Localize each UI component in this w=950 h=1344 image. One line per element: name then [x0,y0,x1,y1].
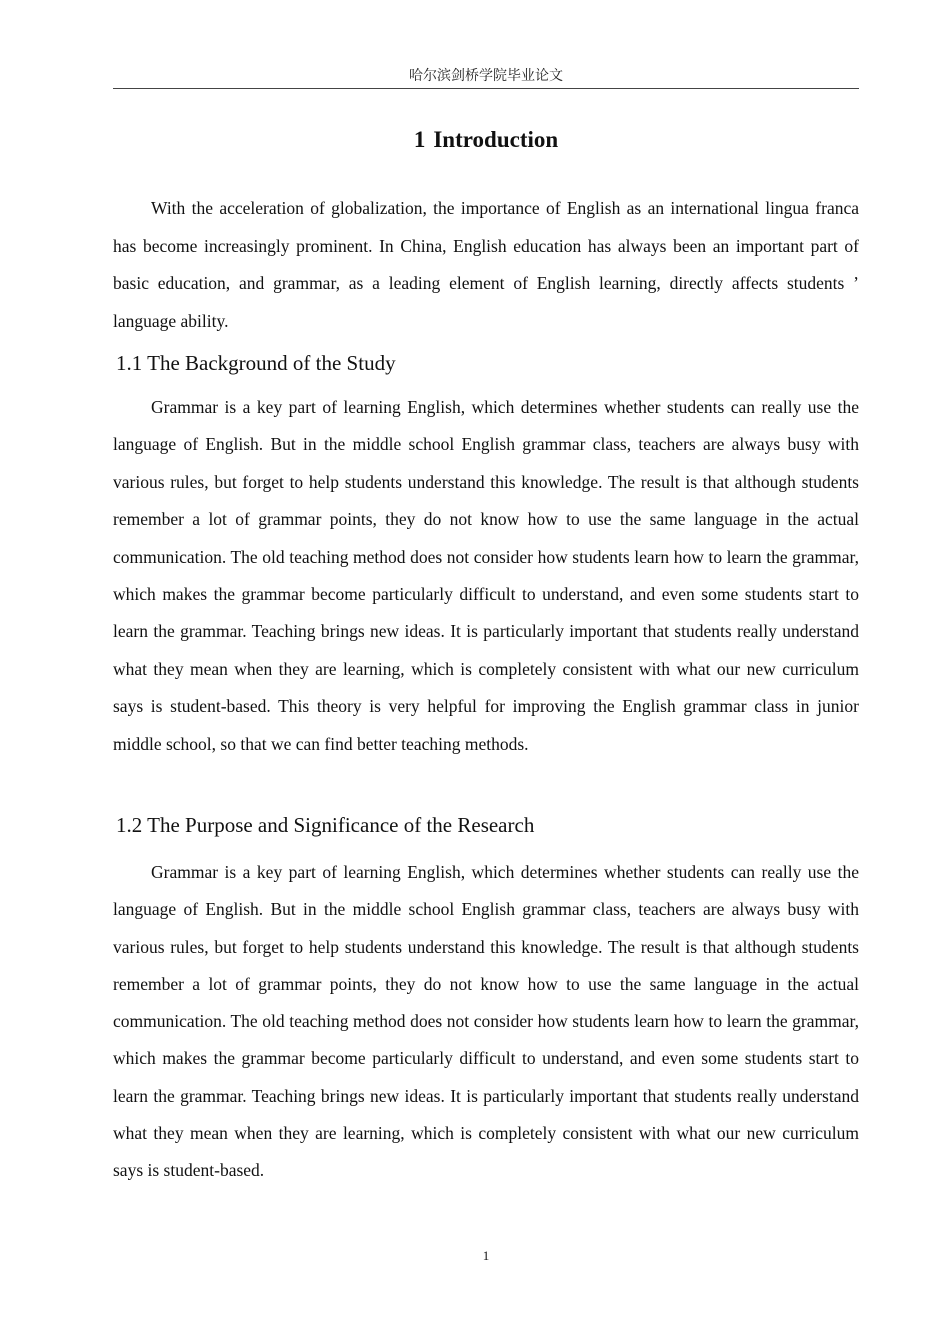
section-heading-background: 1.1 The Background of the Study [116,351,396,375]
section-heading-purpose: 1.2 The Purpose and Significance of the Research [116,813,535,837]
chapter-title-text: Introduction [433,127,559,152]
intro-paragraph: With the acceleration of globalization, the importance of English as an international lingua franca has become increasingly prominent. In China, English education has always been an important part of basic education, and grammar, as a leading element of English learning, directly affects students ’ language ability. [113,198,859,331]
chapter-title [113,124,859,156]
header-divider [113,88,859,89]
background-paragraph: Grammar is a key part of learning English, which determines whether students can really use the language of English. But in the middle school English grammar class, teachers are always busy with various rules, but forget to help students understand this knowledge. The result is that although students remember a lot of grammar points, they do not know how to use the same language in the actual communication. The old teaching method does not consider how students learn how to learn the grammar, which makes the grammar become particularly difficult to understand, and even some students start to learn the grammar. Teaching brings new ideas. It is particularly important that students really understand what they mean when they are learning, which is completely consistent with what our new curriculum says is student-based. This theory is very helpful for improving the English grammar class in junior middle school, so that we can find better teaching methods. [113,397,859,754]
purpose-paragraph: Grammar is a key part of learning English, which determines whether students can really use the language of English. But in the middle school English grammar class, teachers are always busy with various rules, but forget to help students understand this knowledge. The result is that although students remember a lot of grammar points, they do not know how to use the same language in the actual communication. The old teaching method does not consider how students learn how to learn the grammar, which makes the grammar become particularly difficult to understand, and even some students start to learn the grammar. Teaching brings new ideas. It is particularly important that students really understand what they mean when they are learning, which is completely consistent with what our new curriculum says is student-based. [113,862,859,1181]
page-number: 1 [482,1248,490,1263]
chapter-number: 1 [413,127,426,152]
running-header: 哈尔滨剑桥学院毕业论文 [409,68,563,84]
